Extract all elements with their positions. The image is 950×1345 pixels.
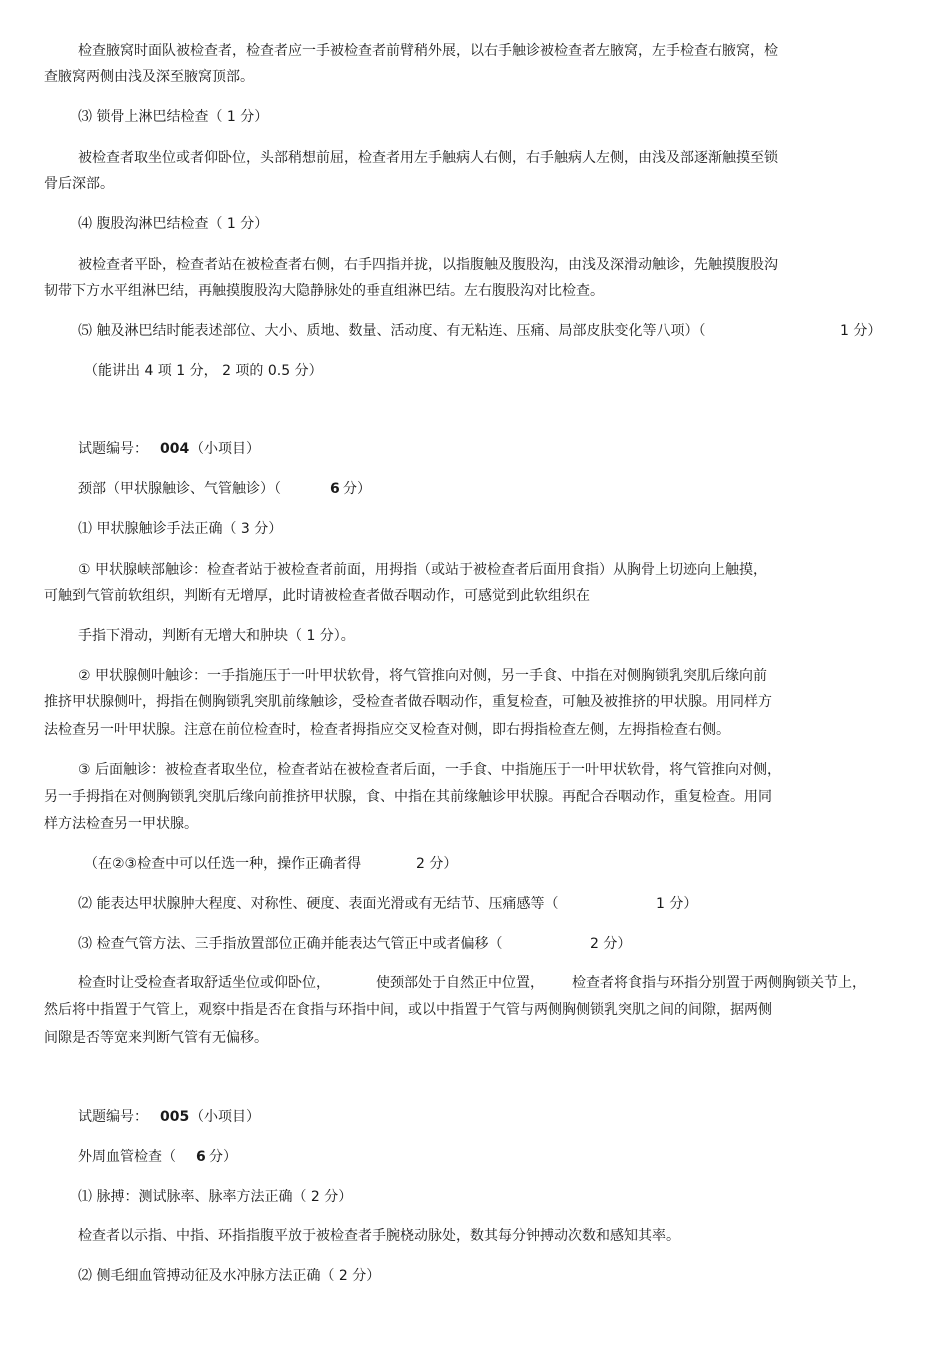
section-title: 外周血管检查（ [78, 1149, 176, 1165]
item-heading: ⑴ 脉搏：测试脉率、脉率方法正确（ 2 分） [78, 1189, 353, 1205]
text-line: 被检查者取坐位或者仰卧位，头部稍想前屈，检查者用左手触病人右侧，右手触病人左侧，由浅及部逐渐触摸至锁 [78, 150, 778, 166]
section-title: 颈部（甲状腺触诊、气管触诊）（ [78, 481, 281, 497]
item-heading: ⑴ 甲状腺触诊手法正确（ 3 分） [78, 521, 283, 537]
note-text: （在②③检查中可以任选一种，操作正确者得 [84, 856, 362, 872]
section-score: 6 [330, 481, 340, 497]
section-score-unit: 分） [209, 1149, 237, 1165]
question-type: （小项目） [190, 1109, 260, 1125]
text-line: 手指下滑动，判断有无增大和肿块（ 1 分）。 [78, 628, 355, 644]
text-line: 被检查者平卧，检查者站在被检查者右侧，右手四指并拢，以指腹触及腹股沟，由浅及深滑动触诊，先触摸腹股沟 [78, 257, 778, 273]
score-text: 1 分） [656, 896, 698, 912]
text-line: 韧带下方水平组淋巴结，再触摸腹股沟大隐静脉处的垂直组淋巴结。左右腹股沟对比检查。 [44, 283, 604, 299]
section-score-unit: 分） [343, 481, 371, 497]
item-heading: ⑸ 触及淋巴结时能表述部位、大小、质地、数量、活动度、有无粘连、压痛、局部皮肤变化等八项）（ [78, 323, 706, 339]
score-text: 1 分） [840, 323, 882, 339]
text-line: 然后将中指置于气管上，观察中指是否在食指与环指中间，或以中指置于气管与两侧胸侧锁乳突肌之间的间隙，据两侧 [44, 1002, 772, 1018]
note-text: （能讲出 4 项 1 分， 2 项的 0.5 分） [84, 363, 323, 379]
score-text: 2 分） [590, 936, 632, 952]
text-line: 使颈部处于自然正中位置， [376, 975, 544, 991]
text-line: 检查时让受检查者取舒适坐位或仰卧位， [78, 975, 330, 991]
question-number-label: 试题编号： [78, 441, 148, 457]
text-line: 检查者将食指与环指分别置于两侧胸锁关节上， [572, 975, 866, 991]
text-line: 间隙是否等宽来判断气管有无偏移。 [44, 1030, 268, 1046]
text-line: 骨后深部。 [44, 176, 114, 192]
text-line: 样方法检查另一甲状腺。 [44, 816, 198, 832]
question-type: （小项目） [190, 441, 260, 457]
text-line: ② 甲状腺侧叶触诊：一手指施压于一叶甲状软骨，将气管推向对侧，另一手食、中指在对侧胸锁乳突肌后缘向前 [78, 668, 767, 684]
text-line: ③ 后面触诊：被检查者取坐位，检查者站在被检查者后面，一手食、中指施压于一叶甲状软骨，将气管推向对侧， [78, 762, 781, 778]
text-line: 查腋窝两侧由浅及深至腋窝顶部。 [44, 69, 254, 85]
question-number: 004 [160, 441, 190, 457]
question-number: 005 [160, 1109, 190, 1125]
text-line: 可触到气管前软组织，判断有无增厚，此时请被检查者做吞咽动作，可感觉到此软组织在 [44, 588, 590, 604]
text-line: ① 甲状腺峡部触诊：检查者站于被检查者前面，用拇指（或站于被检查者后面用食指）从胸骨上切迹向上触摸， [78, 562, 767, 578]
item-heading: ⑶ 锁骨上淋巴结检查（ 1 分） [78, 109, 269, 125]
text-line: 检查者以示指、中指、环指指腹平放于被检查者手腕桡动脉处，数其每分钟搏动次数和感知其率。 [78, 1228, 680, 1244]
question-number-label: 试题编号： [78, 1109, 148, 1125]
score-text: 2 分） [416, 856, 458, 872]
text-line: 推挤甲状腺侧叶，拇指在侧胸锁乳突肌前缘触诊，受检查者做吞咽动作，重复检查，可触及被推挤的甲状腺。用同样方 [44, 694, 772, 710]
item-heading: ⑵ 侧毛细血管搏动征及水冲脉方法正确（ 2 分） [78, 1268, 381, 1284]
text-line: 法检查另一叶甲状腺。注意在前位检查时，检查者拇指应交叉检查对侧，即右拇指检查左侧，左拇指检查右侧。 [44, 722, 730, 738]
item-heading: ⑷ 腹股沟淋巴结检查（ 1 分） [78, 216, 269, 232]
item-heading: ⑵ 能表达甲状腺肿大程度、对称性、硬度、表面光滑或有无结节、压痛感等（ [78, 896, 559, 912]
text-line: 检查腋窝时面队被检查者，检查者应一手被检查者前臂稍外展，以右手触诊被检查者左腋窝，左手检查右腋窝，检 [78, 43, 778, 59]
section-score: 6 [196, 1149, 206, 1165]
item-heading: ⑶ 检查气管方法、三手指放置部位正确并能表达气管正中或者偏移（ [78, 936, 503, 952]
text-line: 另一手拇指在对侧胸锁乳突肌后缘向前推挤甲状腺，食、中指在其前缘触诊甲状腺。再配合吞咽动作，重复检查。用同 [44, 789, 772, 805]
